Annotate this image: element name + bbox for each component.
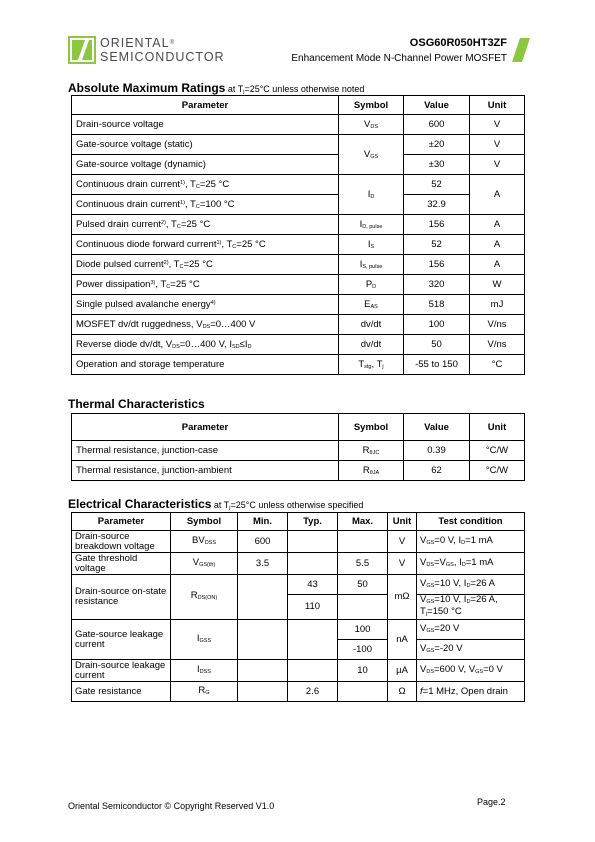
min-cell: 600 — [238, 531, 288, 553]
param-cell: Continuous diode forward current$^{1)}$, $T_C=25$ °C — [72, 235, 339, 255]
col-header: Parameter — [72, 414, 339, 441]
value-cell: 100 — [404, 315, 470, 335]
symbol-cell: $V_{GS}$ — [339, 135, 404, 175]
section-title-thermal: Thermal Characteristics — [68, 397, 205, 411]
col-header: Value — [404, 96, 470, 115]
param-cell: Continuous drain current$^{1)}$, $T_C=25$ °C — [72, 175, 339, 195]
value-cell: 0.39 — [404, 441, 470, 461]
symbol-cell: $I_{GSS}$ — [171, 620, 238, 660]
value-cell: 50 — [404, 335, 470, 355]
brand-slash-icon — [512, 38, 530, 62]
max-cell: -100 — [338, 640, 388, 660]
param-cell: Gate resistance — [72, 682, 171, 702]
table-row — [72, 175, 525, 195]
symbol-cell: $R_{\theta JA}$ — [339, 461, 404, 481]
value-cell: 156 — [404, 215, 470, 235]
col-header: Max. — [338, 513, 388, 531]
param-cell: Drain-source leakage current — [72, 660, 171, 682]
unit-cell: mJ — [470, 295, 525, 315]
value-cell: 52 — [404, 235, 470, 255]
condition-cell: $V_{DS}=600$ V, $V_{GS}=0$ V — [417, 660, 525, 682]
symbol-cell: $BV_{DSS}$ — [171, 531, 238, 553]
col-header: Typ. — [288, 513, 338, 531]
value-cell: 32.9 — [404, 195, 470, 215]
col-header: Unit — [388, 513, 417, 531]
max-cell: 50 — [338, 575, 388, 595]
max-cell — [338, 595, 388, 620]
unit-cell: °C — [470, 355, 525, 375]
param-cell: Continuous drain current$^{1)}$, $T_C=100$ °C — [72, 195, 339, 215]
symbol-cell: $I_{DSS}$ — [171, 660, 238, 682]
symbol-cell: dv/dt — [339, 335, 404, 355]
condition-cell: $V_{DS}=V_{GS}$, $I_D=1$ mA — [417, 553, 525, 575]
typ-cell: 2.6 — [288, 682, 338, 702]
param-cell: Diode pulsed current$^{2)}$, $T_C=25$ °C — [72, 255, 339, 275]
col-header: Unit — [470, 414, 525, 441]
col-header: Unit — [470, 96, 525, 115]
max-cell: 5.5 — [338, 553, 388, 575]
unit-cell: °C/W — [470, 441, 525, 461]
typ-cell: 110 — [288, 595, 338, 620]
unit-cell: V — [388, 531, 417, 553]
symbol-cell: $I_{S, pulse}$ — [339, 255, 404, 275]
param-cell: MOSFET dv/dt ruggedness, $V_{DS}=0\dots 400$ V — [72, 315, 339, 335]
unit-cell: V/ns — [470, 335, 525, 355]
param-cell: Gate threshold voltage — [72, 553, 171, 575]
table-row — [72, 215, 525, 235]
symbol-cell: $R_{DS(ON)}$ — [171, 575, 238, 620]
table-row — [72, 235, 525, 255]
param-cell: Gate-source leakage current — [72, 620, 171, 660]
oriental-logo-icon — [68, 36, 96, 64]
value-cell: -55 to 150 — [404, 355, 470, 375]
unit-cell: A — [470, 255, 525, 275]
table-row — [72, 295, 525, 315]
part-number: OSG60R050HT3ZF — [409, 37, 507, 49]
col-header: Symbol — [171, 513, 238, 531]
min-cell — [238, 660, 288, 682]
max-cell — [338, 682, 388, 702]
unit-cell: V/ns — [470, 315, 525, 335]
typ-cell: 43 — [288, 575, 338, 595]
symbol-cell: $V_{DS}$ — [339, 115, 404, 135]
section-title-amr: Absolute Maximum Ratings at $T_j=25^\circ C$ unless otherwise noted — [68, 81, 365, 95]
value-cell: 600 — [404, 115, 470, 135]
unit-cell: V — [470, 155, 525, 175]
col-header: Symbol — [339, 414, 404, 441]
max-cell: 10 — [338, 660, 388, 682]
unit-cell: Ω — [388, 682, 417, 702]
condition-cell: $V_{GS}=-20$ V — [417, 640, 525, 660]
unit-cell: °C/W — [470, 461, 525, 481]
brand-name: ORIENTAL® SEMICONDUCTOR — [100, 36, 225, 64]
absolute-maximum-ratings-table — [71, 95, 525, 375]
value-cell: 518 — [404, 295, 470, 315]
symbol-cell: $V_{GS(th)}$ — [171, 553, 238, 575]
col-header: Parameter — [72, 513, 171, 531]
max-cell: 100 — [338, 620, 388, 640]
table-row — [72, 620, 525, 640]
param-cell: Operation and storage temperature — [72, 355, 339, 375]
typ-cell — [288, 660, 338, 682]
col-header: Value — [404, 414, 470, 441]
symbol-cell: $P_D$ — [339, 275, 404, 295]
min-cell — [238, 575, 288, 620]
symbol-cell: $I_D$ — [339, 175, 404, 215]
symbol-cell: $R_G$ — [171, 682, 238, 702]
table-row — [72, 275, 525, 295]
table-row — [72, 315, 525, 335]
col-header: Symbol — [339, 96, 404, 115]
thermal-characteristics-table — [71, 413, 525, 481]
typ-cell — [288, 620, 338, 660]
typ-cell — [288, 531, 338, 553]
document-subtitle: Enhancement Mode N-Channel Power MOSFET — [291, 53, 507, 64]
param-cell: Power dissipation$^{3)}$, $T_C=25$ °C — [72, 275, 339, 295]
param-cell: Gate-source voltage (static) — [72, 135, 339, 155]
table-row — [72, 531, 525, 553]
value-cell: ±30 — [404, 155, 470, 175]
param-cell: Pulsed drain current$^{2)}$, $T_C=25$ °C — [72, 215, 339, 235]
unit-cell: µA — [388, 660, 417, 682]
min-cell: 3.5 — [238, 553, 288, 575]
table-row — [72, 682, 525, 702]
table-row — [72, 461, 525, 481]
table-row — [72, 335, 525, 355]
table-row — [72, 553, 525, 575]
symbol-cell: dv/dt — [339, 315, 404, 335]
col-header: Parameter — [72, 96, 339, 115]
unit-cell: mΩ — [388, 575, 417, 620]
col-header: Min. — [238, 513, 288, 531]
table-row — [72, 115, 525, 135]
param-cell: Single pulsed avalanche energy$^{4)}$ — [72, 295, 339, 315]
param-cell: Drain-source breakdown voltage — [72, 531, 171, 553]
symbol-cell: $I_S$ — [339, 235, 404, 255]
unit-cell: W — [470, 275, 525, 295]
unit-cell: V — [470, 135, 525, 155]
symbol-cell: $T_{stg}$, $T_j$ — [339, 355, 404, 375]
condition-cell: $V_{GS}=10$ V, $I_D=26$ A, $T_j=150$ °C — [417, 595, 525, 620]
table-row — [72, 155, 525, 175]
section-title-electrical: Electrical Characteristics at $T_j=25^\circ C$ unless otherwise specified — [68, 497, 364, 511]
param-cell: Drain-source on-state resistance — [72, 575, 171, 620]
value-cell: 320 — [404, 275, 470, 295]
condition-cell: $V_{GS}=20$ V — [417, 620, 525, 640]
table-row — [72, 441, 525, 461]
unit-cell: A — [470, 175, 525, 215]
page-number: Page.2 — [477, 797, 506, 807]
table-row — [72, 195, 525, 215]
min-cell — [238, 620, 288, 660]
unit-cell: nA — [388, 620, 417, 660]
param-cell: Gate-source voltage (dynamic) — [72, 155, 339, 175]
min-cell — [238, 682, 288, 702]
condition-cell: $V_{GS}=0$ V, $I_D=1$ mA — [417, 531, 525, 553]
unit-cell: A — [470, 235, 525, 255]
param-cell: Thermal resistance, junction-case — [72, 441, 339, 461]
condition-cell: $V_{GS}=10$ V, $I_D=26$ A — [417, 575, 525, 595]
value-cell: 52 — [404, 175, 470, 195]
table-row — [72, 660, 525, 682]
copyright-footer: Oriental Semiconductor © Copyright Reserved V1.0 — [68, 801, 275, 811]
value-cell: ±20 — [404, 135, 470, 155]
col-header: Test condition — [417, 513, 525, 531]
param-cell: Drain-source voltage — [72, 115, 339, 135]
value-cell: 62 — [404, 461, 470, 481]
unit-cell: A — [470, 215, 525, 235]
symbol-cell: $R_{\theta JC}$ — [339, 441, 404, 461]
symbol-cell: $E_{AS}$ — [339, 295, 404, 315]
condition-cell: f=1 MHz, Open drain — [417, 682, 525, 702]
param-cell: Reverse diode dv/dt, $V_{DS}=0\dots 400$ V, $I_{SD}\le I_D$ — [72, 335, 339, 355]
param-cell: Thermal resistance, junction-ambient — [72, 461, 339, 481]
value-cell: 156 — [404, 255, 470, 275]
unit-cell: V — [470, 115, 525, 135]
table-row — [72, 575, 525, 595]
unit-cell: V — [388, 553, 417, 575]
max-cell — [338, 531, 388, 553]
typ-cell — [288, 553, 338, 575]
symbol-cell: $I_{D, pulse}$ — [339, 215, 404, 235]
table-row — [72, 255, 525, 275]
electrical-characteristics-table — [71, 512, 525, 702]
table-row — [72, 355, 525, 375]
table-row — [72, 135, 525, 155]
